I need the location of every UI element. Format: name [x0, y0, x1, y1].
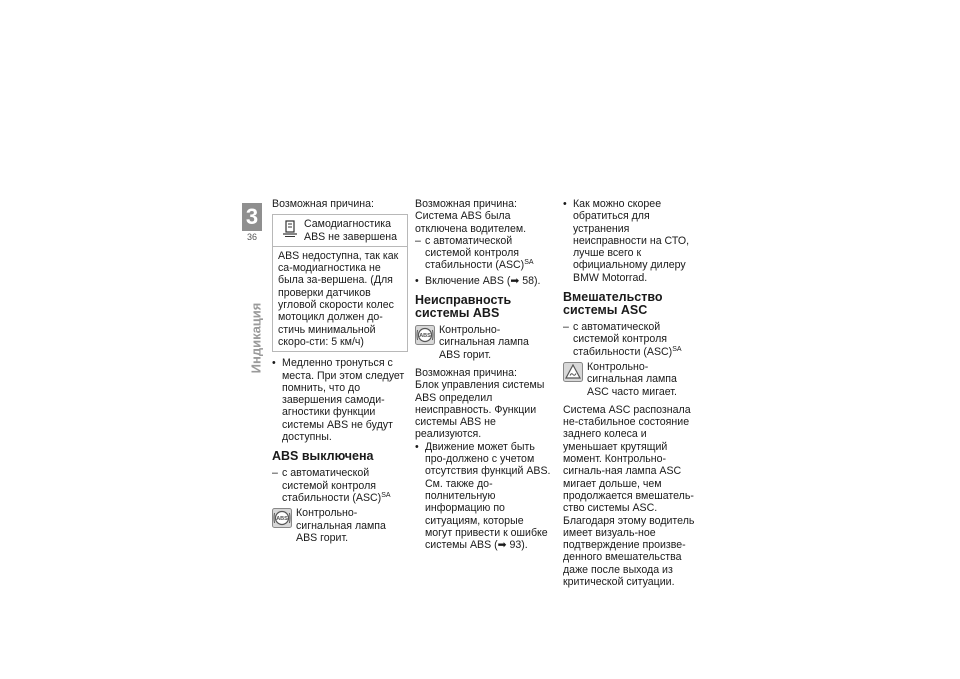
abs-warning-lamp-icon — [415, 325, 435, 345]
bullet-list — [415, 441, 551, 552]
column-1 — [272, 198, 408, 550]
possible-cause-label: Возможная причина: — [415, 366, 517, 379]
dash-list — [563, 321, 699, 358]
svg-text:ABS: ABS — [419, 333, 431, 340]
heading-abs-fault: Неисправность системы ABS — [415, 293, 512, 321]
sa-superscript: SA — [672, 345, 682, 353]
possible-cause-label: Возможная причина: — [272, 198, 374, 210]
list-item — [272, 467, 408, 504]
dash-list — [272, 467, 408, 504]
heading-asc-intervention: Вмешательство системы ASC — [563, 290, 663, 318]
asc-lamp-row — [563, 361, 699, 398]
heading-abs-off: ABS выключена — [272, 449, 374, 464]
list-item: • Движение может быть про-должено с учетом отсутствия функций ABS. См. также до-полнительную информацию по ситуациям, которые могут привести к ошибке системы ABS (➡ 93). — [415, 441, 551, 552]
selfdiag-box-text: Самодиагностика ABS не завершена — [304, 218, 398, 243]
column-3 — [563, 198, 699, 588]
abs-selfdiagnosis-icon — [280, 219, 300, 239]
selfdiag-box-header — [273, 215, 407, 247]
asc-lamp-text: Контрольно-сигнальная лампа ASC часто мигает. — [587, 360, 677, 398]
bullet-list — [272, 357, 408, 443]
selfdiag-box-body: ABS недоступна, так как са-модиагностика не была за-вершена. (Для проверки датчиков угловой скорости колес мотоцикл должен до-стичь минимальной скоро-сти: 5 км/ч) — [278, 249, 399, 348]
abs-lamp-row — [415, 324, 551, 361]
list-item: • Как можно скорее обратиться для устранения неисправности на СТО, лучше всего к официальному дилеру BMW Motorrad. — [563, 198, 699, 284]
section-side-label: Индикация — [248, 302, 264, 374]
page-number: 36 — [246, 232, 257, 242]
dash-list — [415, 235, 551, 272]
list-item: • Включение ABS (➡ 58). — [415, 275, 551, 287]
abs-lamp-text: Контрольно-сигнальная лампа ABS горит. — [439, 324, 529, 361]
sa-superscript: SA — [381, 491, 391, 499]
sa-superscript: SA — [524, 259, 534, 267]
possible-cause-label: Возможная причина: — [415, 198, 517, 210]
bullet-list — [415, 275, 551, 287]
selfdiag-info-box — [272, 214, 408, 352]
paragraph: Система ABS была отключена водителем. — [415, 210, 527, 235]
abs-lamp-row — [272, 507, 408, 544]
paragraph: Система ASC распознала не-стабильное состояние заднего колеса и уменьшает крутящий момент. Контрольно-сигналь-ная лампа ASC мигает дольше, чем продолжается вмешатель-ство системы ASC. Благодаря этому водитель имеет визуаль-ное подтверждение произве-денного вмешательства даже после выхода из критической ситуации. — [563, 403, 695, 589]
asc-option-text: с автоматической системой контроля стабильности (ASC) — [425, 234, 525, 272]
list-item — [563, 321, 699, 358]
asc-option-text: с автоматической системой контроля стабильности (ASC) — [573, 321, 673, 358]
bullet-list — [563, 198, 699, 284]
list-item — [415, 235, 551, 272]
abs-warning-lamp-icon — [272, 508, 292, 528]
column-2 — [415, 198, 551, 554]
list-item: • Медленно тронуться с места. При этом следует помнить, что до завершения самоди-агностики функции системы ABS не будут доступны. — [272, 357, 408, 443]
paragraph: Блок управления системы ABS определил неисправность. Функции системы ABS не реализуются. — [415, 379, 545, 441]
asc-option-text: с автоматической системой контроля стабильности (ASC) — [282, 467, 382, 504]
svg-text:ABS: ABS — [276, 516, 288, 523]
abs-lamp-text: Контрольно-сигнальная лампа ABS горит. — [296, 507, 386, 544]
asc-warning-lamp-icon — [563, 362, 583, 382]
chapter-tab: 3 — [242, 203, 262, 231]
